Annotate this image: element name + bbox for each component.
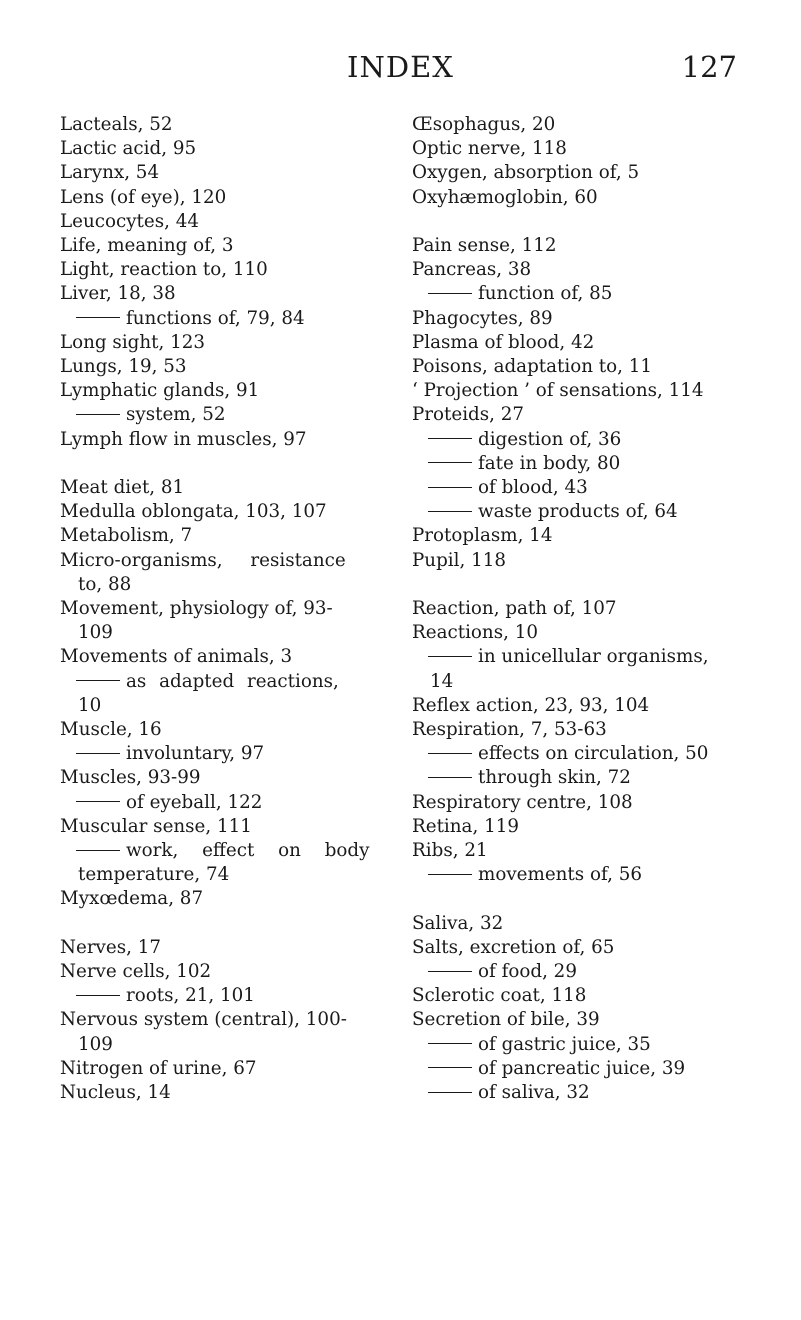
repeat-dash (428, 1043, 472, 1044)
index-entry: Retina, 119 (412, 815, 519, 837)
index-entry: Lymphatic glands, 91 (60, 380, 260, 402)
index-subentry (412, 1081, 732, 1105)
repeat-dash (76, 317, 120, 318)
index-entry: Lacteals, 52 (60, 114, 173, 135)
index-subentry (60, 403, 372, 427)
index-entry: Pupil, 118 (412, 549, 506, 571)
index-entry: Oxygen, absorption of, 5 (412, 162, 640, 184)
repeat-dash (428, 753, 472, 754)
repeat-dash (76, 995, 120, 996)
index-subentry-text: digestion of, 36 (478, 428, 622, 450)
index-column-right (412, 113, 732, 1105)
index-group-s (412, 912, 732, 1106)
index-entry-continuation: 109 (78, 622, 113, 644)
index-subentry (412, 645, 732, 669)
index-entry: Leucocytes, 44 (60, 210, 199, 232)
index-entry: Nerves, 17 (60, 936, 161, 958)
index-subentry-text: fate in body, 80 (478, 452, 621, 474)
index-entry: ‘ Projection ’ of sensations, 114 (412, 380, 704, 402)
index-entry: Proteids, 27 (412, 404, 525, 426)
index-group-m (60, 476, 372, 912)
index-entry: Protoplasm, 14 (412, 525, 553, 547)
index-entry-continuation: temperature, 74 (78, 864, 230, 886)
repeat-dash (428, 293, 472, 294)
index-subentry (412, 476, 732, 500)
repeat-dash (428, 971, 472, 972)
index-entry: Meat diet, 81 (60, 477, 185, 499)
index-subentry (412, 452, 732, 476)
index-entry: Respiration, 7, 53-63 (412, 719, 607, 741)
index-entry: Phagocytes, 89 (412, 307, 553, 329)
index-subentry (412, 1033, 732, 1057)
index-subentry-text: work, effect on body (126, 840, 370, 862)
index-entry: Reflex action, 23, 93, 104 (412, 694, 650, 716)
index-entry: Pancreas, 38 (412, 259, 532, 281)
repeat-dash (428, 438, 472, 439)
index-entry: Larynx, 54 (60, 162, 160, 184)
index-entry: Plasma of blood, 42 (412, 331, 595, 353)
repeat-dash (428, 777, 472, 778)
index-entry: Muscle, 16 (60, 719, 162, 741)
index-subentry-text: of gastric juice, 35 (478, 1033, 651, 1055)
index-entry-continuation: 10 (78, 694, 102, 716)
index-entry: Lymph flow in muscles, 97 (60, 428, 307, 450)
index-subentry (60, 307, 372, 331)
index-entry: Lactic acid, 95 (60, 138, 197, 160)
index-entry: Secretion of bile, 39 (412, 1009, 600, 1031)
index-entry: Lungs, 19, 53 (60, 356, 187, 378)
index-subentry (412, 863, 732, 887)
index-entry: Œsophagus, 20 (412, 114, 556, 135)
index-entry: Saliva, 32 (412, 912, 504, 934)
index-subentry (60, 742, 372, 766)
index-subentry-text: through skin, 72 (478, 767, 631, 789)
index-entry-continuation: 109 (78, 1033, 113, 1055)
index-subentry (60, 791, 372, 815)
index-subentry-text: involuntary, 97 (126, 743, 265, 765)
index-subentry (60, 984, 372, 1008)
repeat-dash (76, 753, 120, 754)
index-entry-continuation: 14 (430, 670, 454, 692)
index-entry: Lens (of eye), 120 (60, 186, 227, 208)
page-header (0, 50, 801, 90)
repeat-dash (76, 850, 120, 851)
index-subentry (412, 282, 732, 306)
index-group-o (412, 113, 732, 210)
index-subentry-text: function of, 85 (478, 283, 613, 305)
index-subentry-text: functions of, 79, 84 (126, 307, 305, 329)
index-entry-continuation: to, 88 (78, 573, 132, 595)
index-entry: Light, reaction to, 110 (60, 259, 268, 281)
index-entry: Nerve cells, 102 (60, 961, 212, 983)
index-entry: Life, meaning of, 3 (60, 235, 234, 257)
index-column-left (60, 113, 372, 1105)
index-entry: Salts, excretion of, 65 (412, 936, 615, 958)
index-entry: Respiratory centre, 108 (412, 791, 633, 813)
index-entry: Myxœdema, 87 (60, 888, 204, 910)
index-entry: Movements of animals, 3 (60, 646, 293, 668)
index-entry: Movement, physiology of, 93- (60, 598, 333, 620)
index-entry: Reaction, path of, 107 (412, 598, 617, 620)
index-subentry-text: in unicellular organisms, (478, 646, 709, 668)
index-entry: Oxyhæmoglobin, 60 (412, 186, 598, 208)
index-subentry-text: of eyeball, 122 (126, 791, 263, 813)
index-subentry-text: of blood, 43 (478, 477, 588, 499)
index-entry: Nitrogen of urine, 67 (60, 1057, 257, 1079)
index-group-l (60, 113, 372, 452)
index-subentry (412, 766, 732, 790)
index-subentry-text: of food, 29 (478, 961, 577, 983)
index-group-n (60, 936, 372, 1105)
index-subentry (412, 960, 732, 984)
page-number: 127 (681, 50, 737, 84)
index-entry: Sclerotic coat, 118 (412, 985, 587, 1007)
repeat-dash (76, 680, 120, 681)
index-subentry (412, 500, 732, 524)
index-subentry-text: of saliva, 32 (478, 1082, 590, 1104)
index-entry: Muscles, 93-99 (60, 767, 201, 789)
index-group-p (412, 234, 732, 573)
index-entry: Nucleus, 14 (60, 1082, 171, 1104)
index-subentry-text: as adapted reactions, (126, 670, 339, 692)
index-subentry (60, 839, 372, 863)
index-entry: Poisons, adaptation to, 11 (412, 356, 653, 378)
index-entry: Long sight, 123 (60, 331, 206, 353)
index-entry: Optic nerve, 118 (412, 138, 567, 160)
repeat-dash (428, 1092, 472, 1093)
index-subentry-text: roots, 21, 101 (126, 985, 255, 1007)
index-subentry (412, 428, 732, 452)
index-entry: Medulla oblongata, 103, 107 (60, 501, 327, 523)
index-entry: Pain sense, 112 (412, 235, 557, 256)
index-entry: Liver, 18, 38 (60, 283, 176, 305)
index-subentry-text: waste products of, 64 (478, 501, 678, 523)
repeat-dash (76, 414, 120, 415)
index-subentry-text: of pancreatic juice, 39 (478, 1057, 686, 1079)
index-entry: Muscular sense, 111 (60, 815, 252, 837)
index-subentry (60, 670, 372, 694)
index-subentry (412, 1057, 732, 1081)
index-entry: Reactions, 10 (412, 622, 538, 644)
index-group-r (412, 597, 732, 887)
repeat-dash (428, 656, 472, 657)
index-entry: Ribs, 21 (412, 840, 488, 862)
repeat-dash (428, 1067, 472, 1068)
repeat-dash (428, 487, 472, 488)
repeat-dash (428, 874, 472, 875)
repeat-dash (76, 801, 120, 802)
index-subentry-text: movements of, 56 (478, 864, 642, 886)
index-subentry (412, 742, 732, 766)
index-entry: Metabolism, 7 (60, 525, 193, 547)
repeat-dash (428, 511, 472, 512)
repeat-dash (428, 462, 472, 463)
index-entry: Micro-organisms, resistance (60, 549, 346, 571)
index-subentry-text: system, 52 (126, 404, 226, 426)
page-title: INDEX (347, 50, 454, 84)
index-subentry-text: effects on circulation, 50 (478, 743, 709, 765)
index-entry: Nervous system (central), 100- (60, 1009, 347, 1031)
